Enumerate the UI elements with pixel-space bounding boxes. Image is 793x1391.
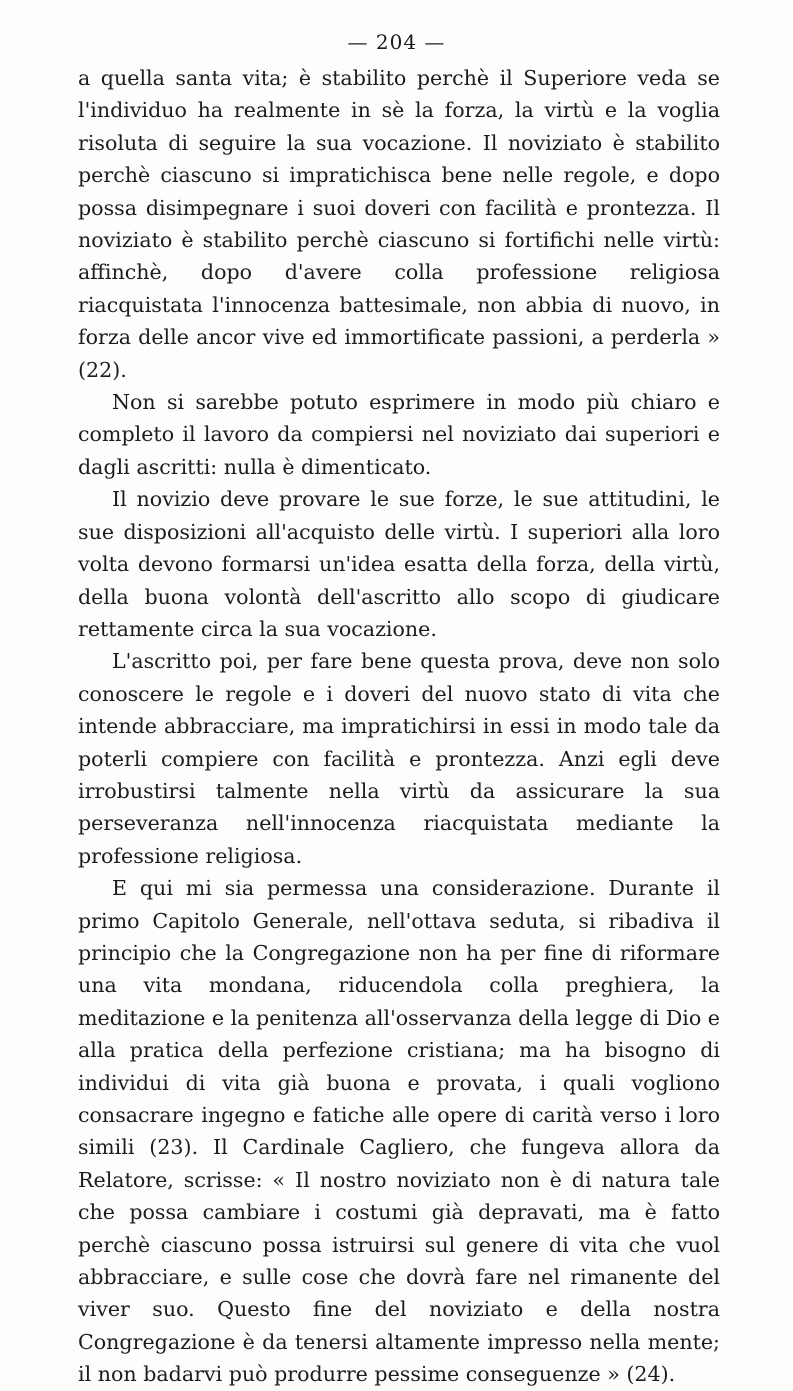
page-number: — 204 — xyxy=(347,30,446,54)
paragraph-4: L'ascritto poi, per fare bene questa prova, deve non solo conoscere le regole e i doveri del nuovo stato di vita che intende abbracciare, ma impratichirsi in essi in modo tale da poterli compiere con facilità e prontezza. Anzi egli deve irrobustirsi talmente nella virtù da assicurare la sua perseveranza nell'innocenza riacquistata mediante la professione religiosa. xyxy=(78,649,720,868)
paragraph-5: E qui mi sia permessa una considerazione. Durante il primo Capitolo Generale, nell'ottava seduta, si ribadiva il principio che la Congregazione non ha per fine di riformare una vita mondana, riducendola colla preghiera, la meditazione e la penitenza all'osservanza della legge di Dio e alla pratica della perfezione cristiana; ma ha bisogno di individui di vita già buona e provata, i quali vogliono consacrare ingegno e fatiche alle opere di carità verso i loro simili (23). Il Cardinale Cagliero, che fungeva allora da Relatore, scrisse: « Il nostro noviziato non è di natura tale che possa cambiare i costumi già depravati, ma è fatto perchè ciascuno possa istruirsi sul genere di vita che vuol abbracciare, e sulle cose che dovrà fare nel rimanente del viver suo. Questo fine del noviziato e della nostra Congregazione è da tenersi altamente impresso nella mente; il non badarvi può produrre pessime conseguenze » (24). xyxy=(78,876,720,1387)
paragraph-1: a quella santa vita; è stabilito perchè il Superiore veda se l'individuo ha realmente in sè la forza, la virtù e la voglia risoluta di seguire la sua vocazione. Il noviziato è stabilito perchè ciascuno si impratichisca bene nelle regole, e dopo possa disimpegnare i suoi doveri con facilità e prontezza. Il noviziato è stabilito perchè ciascuno si fortifichi nelle virtù: affinchè, dopo d'avere colla professione religiosa riacquistata l'innocenza battesimale, non abbia di nuovo, in forza delle ancor vive ed immortificate passioni, a perderla » (22). xyxy=(78,66,720,382)
paragraph-3: Il novizio deve provare le sue forze, le sue attitudini, le sue disposizioni all'acquisto delle virtù. I superiori alla loro volta devono formarsi un'idea esatta della forza, della virtù, della buona volontà dell'ascritto allo scopo di giudicare rettamente circa la sua vocazione. xyxy=(78,487,720,641)
paragraph-2: Non si sarebbe potuto esprimere in modo più chiaro e completo il lavoro da compiersi nel noviziato dai superiori e dagli ascritti: nulla è dimenticato. xyxy=(78,390,720,479)
page-body xyxy=(78,62,720,1391)
